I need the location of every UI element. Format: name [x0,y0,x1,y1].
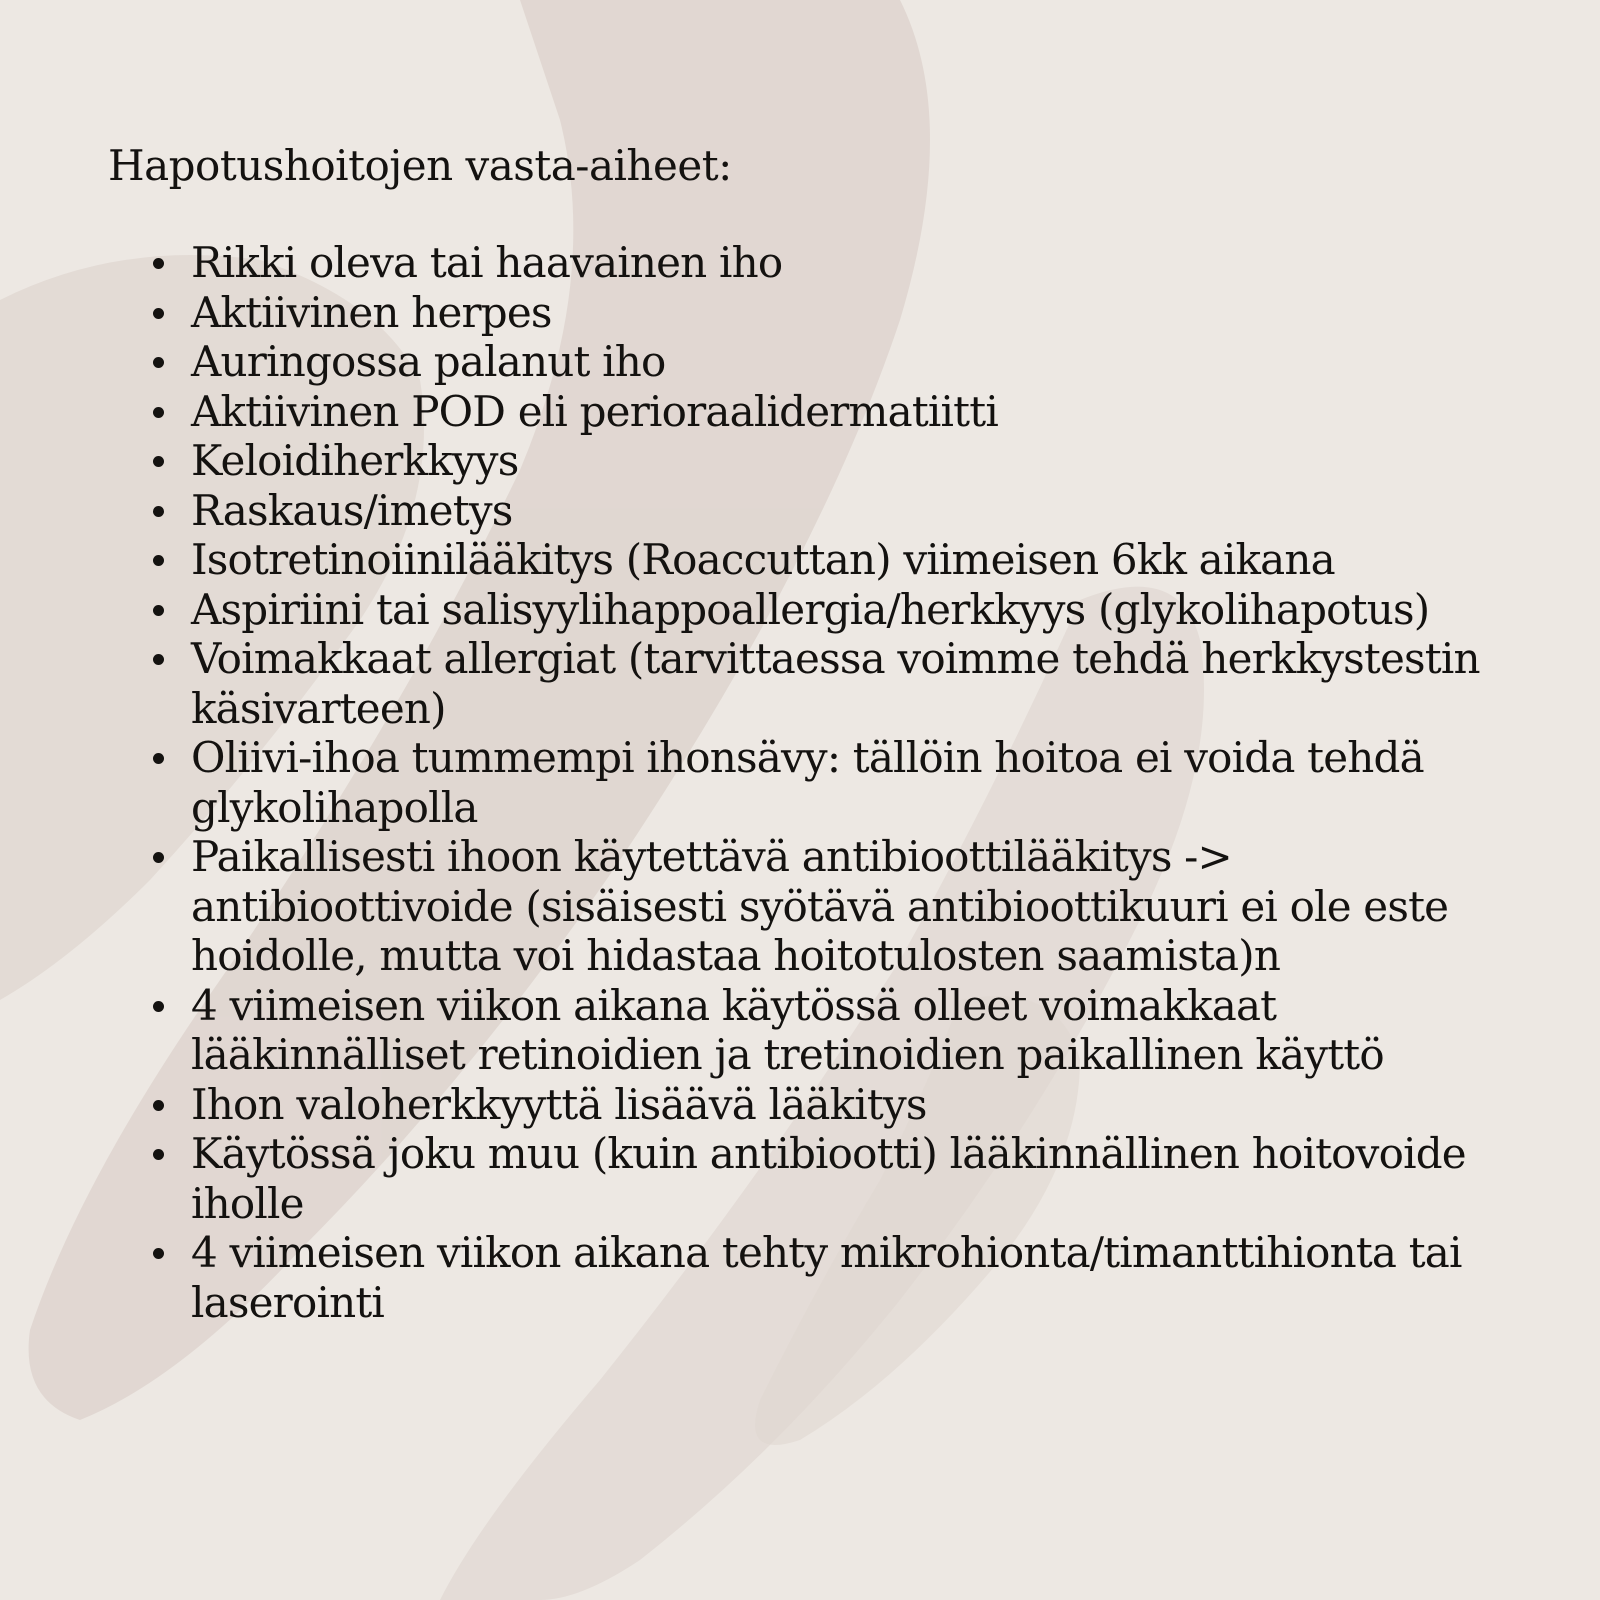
list-item-text: Aktiivinen POD eli perioraalidermatiitti [191,386,998,436]
list-item-text: Käytössä joku muu (kuin antibiootti) lääkinnällinen hoitovoide iholle [191,1129,1466,1228]
list-item-text: Raskaus/imetys [191,485,513,535]
list-item [108,634,1528,733]
list-item-text: Voimakkaat allergiat (tarvittaessa voimme tehdä herkkystestin käsivarteen) [191,634,1480,733]
list-item-text: Keloidiherkkyys [191,436,519,485]
bullet-icon [153,555,164,566]
list-item-text: Aspiriini tai salisyylihappoallergia/herkkyys (glykolihapotus) [191,584,1430,634]
bullet-icon [153,1149,164,1160]
bullet-icon [153,357,164,368]
bullet-icon [153,1248,164,1259]
list-item [108,288,1528,338]
list-item [108,733,1528,832]
bullet-icon [153,852,164,863]
bullet-icon [153,1100,164,1111]
list-item-text: 4 viimeisen viikon aikana käytössä olleet voimakkaat lääkinnälliset retinoidien ja tretinoidien paikallinen käyttö [191,980,1384,1079]
bullet-icon [153,308,164,319]
list-item-text: Ihon valoherkkyyttä lisäävä lääkitys [191,1079,927,1129]
bullet-icon [153,506,164,517]
list-item-text: Aktiivinen herpes [191,287,552,337]
list-item [108,238,1528,288]
bullet-icon [153,258,164,269]
list-item [108,981,1528,1080]
list-item-text: Paikallisesti ihoon käytettävä antibioottilääkitys -> antibioottivoide (sisäisesti syötävä antibioottikuuri ei ole este hoidolle, mutta voi hidastaa hoitotulosten saamista)n [191,832,1449,980]
list-item-text: Auringossa palanut iho [191,337,666,386]
bullet-icon [153,407,164,418]
contraindications-list [108,238,1528,1327]
list-item [108,535,1528,585]
list-item [108,1228,1528,1327]
list-item [108,832,1528,981]
bullet-icon [153,605,164,616]
list-item-text: 4 viimeisen viikon aikana tehty mikrohionta/timanttihionta tai laserointi [191,1228,1462,1327]
document-body [108,140,1528,1327]
list-item-text: Rikki oleva tai haavainen iho [191,238,783,287]
list-item [108,486,1528,536]
bullet-icon [153,1001,164,1012]
list-item [108,387,1528,437]
list-item-text: Oliivi-ihoa tummempi ihonsävy: tällöin hoitoa ei voida tehdä glykolihapolla [191,733,1424,832]
list-item [108,1129,1528,1228]
page-title: Hapotushoitojen vasta-aiheet: [108,141,732,190]
list-item [108,1080,1528,1130]
list-item-text: Isotretinoiinilääkitys (Roaccuttan) viimeisen 6kk aikana [191,535,1335,584]
bullet-icon [153,456,164,467]
bullet-icon [153,753,164,764]
list-item [108,585,1528,635]
list-item [108,337,1528,387]
bullet-icon [153,654,164,665]
list-item [108,436,1528,486]
